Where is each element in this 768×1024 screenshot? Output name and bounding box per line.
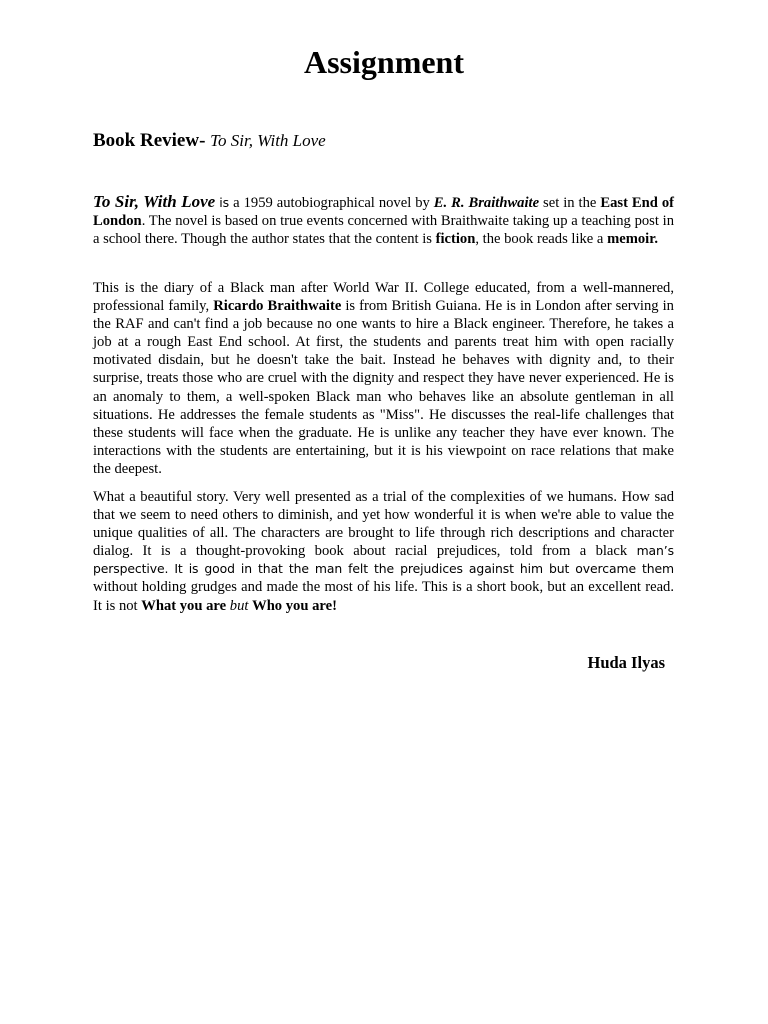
intro-text-2: set in the	[539, 195, 601, 211]
book-review-label: Book Review-	[93, 130, 206, 151]
intro-text-4: , the book reads like a	[475, 231, 608, 248]
intro-is: is	[219, 195, 230, 210]
opinion-text-2: without holding grudges and made the most of his life. This is a short book, but an excellent read. It is not	[93, 579, 674, 614]
intro-text-1: a 1959 autobiographical novel by	[229, 195, 434, 211]
page-title: Assignment	[303, 44, 464, 80]
summary-text-1: This is the diary of a Black man after World War II. College educated, from a well-mannered, professional family,	[93, 280, 674, 315]
intro-location: East End of London	[93, 195, 674, 230]
opinion-sans-text: man’s perspective. It is good in that the man felt the prejudices against him but overcame them	[93, 543, 674, 577]
intro-book-title: To Sir, With Love	[93, 192, 216, 211]
opinion-but: but	[229, 597, 249, 614]
intro-author: E. R. Braithwaite	[433, 195, 540, 211]
book-title: To Sir, With Love	[210, 131, 326, 150]
intro-fiction: fiction	[435, 231, 476, 248]
opinion-text-1: What a beautiful story. Very well presented as a trial of the complexities of we humans. How sad that we seem to need others to diminish, and yet how wonderful it is when we're able to value the unique qualities of all. The characters are brought to life through rich descriptions and character dialog. It is a thought-provoking book about racial prejudices, told from a black	[93, 489, 674, 560]
book-review-heading	[93, 127, 326, 155]
intro-memoir: memoir.	[607, 231, 658, 248]
summary-name: Ricardo Braithwaite	[213, 298, 342, 315]
paragraph-opinion	[93, 488, 674, 615]
author-signature: Huda Ilyas	[587, 653, 665, 672]
paragraph-summary	[93, 279, 674, 478]
intro-text-3: . The novel is based on true events concerned with Braithwaite taking up a teaching post in a school there. Though the author states that the content is	[93, 213, 674, 248]
opinion-what-you-are: What you are	[141, 597, 227, 614]
opinion-who-you-are: Who you are!	[252, 597, 337, 614]
summary-text-2: is from British Guiana. He is in London after serving in the RAF and can't find a job because no one wants to hire a Black engineer. Therefore, he takes a job at a rough East End school. At first, the students and parents treat him with open racially motivated disdain, but he doesn't take the bait. Instead he behaves with dignity and, to their surprise, treats those who are cruel with the dignity and respect they have never experienced. He is an anomaly to them, a well-spoken Black man who behaves like an absolute gentleman in all situations. He addresses the female students as "Miss". He discusses the real-life challenges that these students will face when the graduate. He is unlike any teacher they have ever known. The interactions with the students are entertaining, but it is his viewpoint on race relations that make the deepest.	[93, 298, 674, 477]
paragraph-intro	[93, 193, 674, 248]
